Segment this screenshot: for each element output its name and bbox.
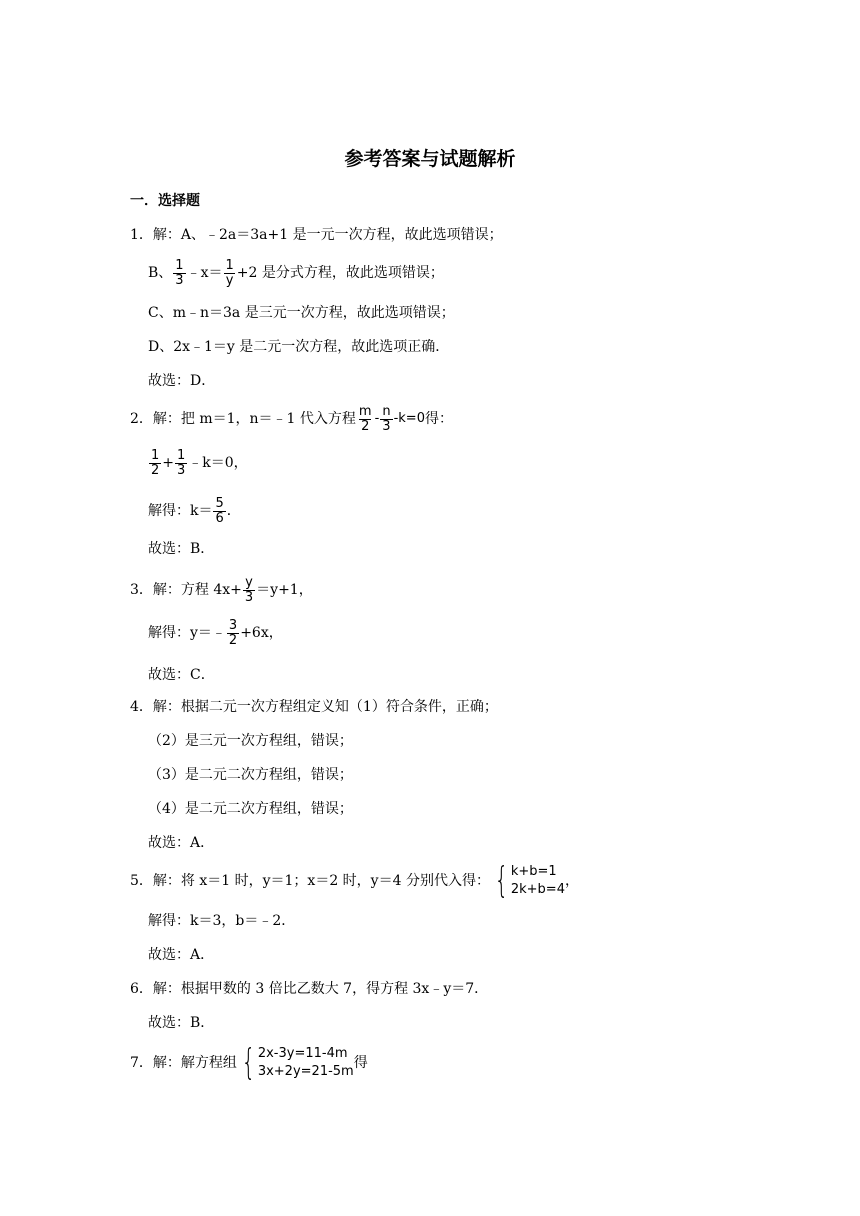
brace-icon: { <box>494 860 509 901</box>
q3-l2-tail: +6x， <box>240 625 283 641</box>
frac-den: 3 <box>175 272 184 288</box>
q1-b-suffix: +2 是分式方程，故此选项错误； <box>236 265 444 281</box>
q2-l2-plus: + <box>162 455 175 471</box>
frac-num: 5 <box>215 495 224 511</box>
q7-line-1 <box>130 1040 368 1086</box>
q4-answer: 故选：A． <box>148 835 215 851</box>
q5-sys-row-2: 2k+b=4 <box>510 882 565 897</box>
q5-answer: 故选：A． <box>148 947 215 963</box>
section-heading: 一．选择题 <box>130 193 200 209</box>
q2-eq-tail: -k=0 <box>393 411 425 426</box>
q2-frac2 <box>380 405 392 434</box>
q7-prefix: 7．解：解方程组 <box>130 1055 237 1071</box>
frac-den: 3 <box>382 418 391 434</box>
frac-den: 2 <box>151 462 160 478</box>
frac-num: 3 <box>228 617 238 633</box>
q3-prefix: 3．解：方程 4x+ <box>130 582 242 598</box>
q1-b-prefix: B、 <box>148 265 173 281</box>
q2-l2-frac2 <box>175 449 187 478</box>
frac-num: n <box>382 403 391 419</box>
q2-line-1 <box>130 404 453 434</box>
q5-line-2: 解得：k＝3，b＝﹣2． <box>148 913 296 929</box>
q1-line-d: D、2x﹣1＝y 是二元一次方程，故此选项正确． <box>148 339 450 355</box>
q4-line-2: （2）是三元一次方程组，错误； <box>148 733 353 749</box>
q3-suffix: ＝y+1， <box>256 582 313 598</box>
frac-num: y <box>245 574 253 590</box>
frac-den: 2 <box>228 632 238 648</box>
q2-l2-frac1 <box>149 449 161 478</box>
q7-equation-system <box>237 1042 354 1083</box>
q5-tail: ， <box>564 873 579 889</box>
frac-num: 1 <box>151 447 160 463</box>
frac-den: y <box>225 272 234 288</box>
q2-l3-prefix: 解得：k＝ <box>148 503 213 519</box>
frac-den: 3 <box>244 589 254 605</box>
page-title: 参考答案与试题解析 <box>344 148 516 170</box>
q4-line-3: （3）是二元二次方程组，错误； <box>148 767 353 783</box>
q2-minus: - <box>374 411 380 426</box>
q1-line-b <box>148 258 444 288</box>
q2-l2-tail: ﹣k＝0， <box>188 455 248 471</box>
q7-suffix: 得 <box>353 1055 368 1071</box>
frac-den: 3 <box>177 462 186 478</box>
q7-sys-row-2: 3x+2y=21-5m <box>257 1064 354 1079</box>
q2-prefix: 2．解：把 m＝1，n＝﹣1 代入方程 <box>130 411 356 427</box>
q4-line-1: 4．解：根据二元一次方程组定义知（1）符合条件，正确； <box>130 699 498 715</box>
frac-den: 2 <box>361 418 370 434</box>
q1-line-a: 1．解：A、﹣2a＝3a+1 是一元一次方程，故此选项错误； <box>130 227 503 243</box>
q1-line-c: C、m﹣n＝3a 是三元一次方程，故此选项错误； <box>148 305 455 321</box>
q6-line-1: 6．解：根据甲数的 3 倍比乙数大 7，得方程 3x﹣y＝7． <box>130 981 489 997</box>
q1-b-frac2 <box>223 259 235 288</box>
frac-num: 1 <box>175 257 184 273</box>
q3-line-1 <box>130 573 313 607</box>
q5-sys-row-1: k+b=1 <box>510 864 557 879</box>
q2-l3-tail: ． <box>226 503 241 519</box>
q6-answer: 故选：B． <box>148 1015 215 1031</box>
q1-b-mid: ﹣x＝ <box>186 265 223 281</box>
q3-l2-prefix: 解得：y＝﹣ <box>148 625 226 641</box>
q1-b-frac1 <box>173 259 185 288</box>
q2-answer: 故选：B． <box>148 541 215 557</box>
q2-frac1 <box>357 405 374 434</box>
frac-num: 1 <box>225 257 234 273</box>
q5-prefix: 5．解：将 x＝1 时，y＝1；x＝2 时，y＝4 分别代入得： <box>130 873 490 889</box>
q2-line-2 <box>148 446 248 480</box>
q3-line-2 <box>148 616 283 650</box>
q4-line-4: （4）是二元二次方程组，错误； <box>148 801 353 817</box>
q7-sys-row-1: 2x-3y=11-4m <box>257 1046 348 1061</box>
q1-answer: 故选：D． <box>148 373 216 389</box>
q2-line-3 <box>148 494 241 528</box>
q5-line-1 <box>130 858 579 904</box>
q3-frac <box>243 576 255 605</box>
q2-suffix: 得： <box>424 411 453 427</box>
q3-l2-frac <box>227 619 239 648</box>
q2-l3-frac <box>213 497 225 526</box>
frac-num: 1 <box>177 447 186 463</box>
brace-icon: { <box>241 1042 256 1083</box>
q3-answer: 故选：C． <box>148 667 215 683</box>
q5-equation-system <box>490 860 565 901</box>
frac-num: m <box>358 403 372 419</box>
frac-den: 6 <box>215 510 224 526</box>
